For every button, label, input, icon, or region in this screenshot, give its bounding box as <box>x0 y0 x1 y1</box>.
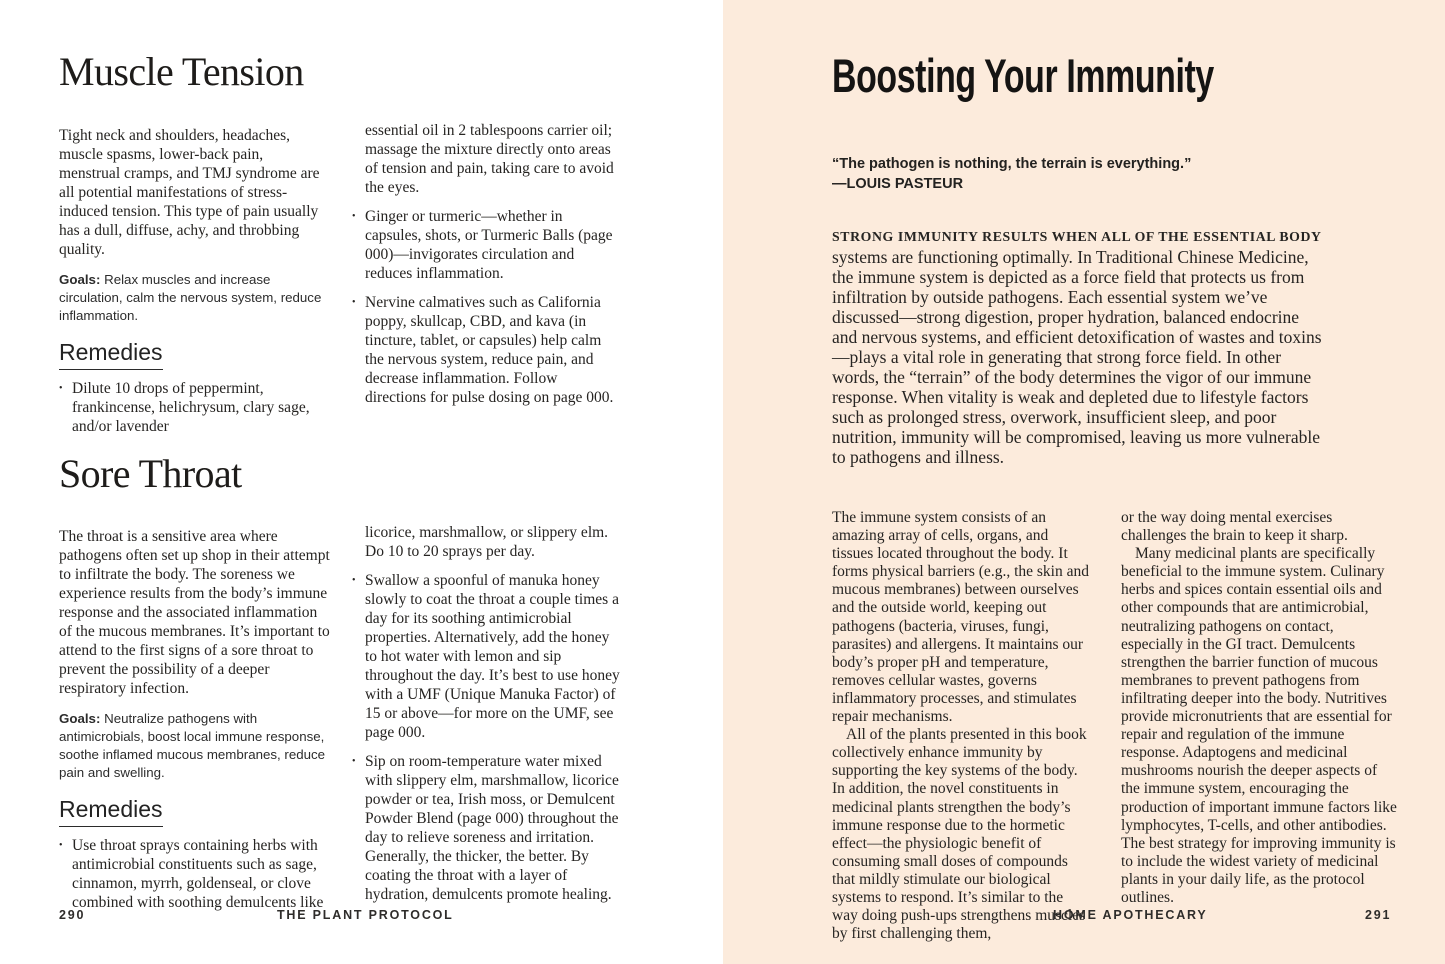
intro-body: systems are functioning optimally. In Traditional Chinese Medicine, the immune system is depicted as a force field that protects us from infiltration by outside pathogens. Each essential system we’ve discussed—strong digestion, proper hydration, balanced endocrine and nervous systems, and efficient detoxification of wastes and toxins—plays a vital role in generating that strong force field. In other words, the “terrain” of the body determines the vigor of our immune response. When vitality is weak and depleted due to lifestyle factors such as prolonged stress, overwork, insufficient sleep, and poor nutrition, immunity will be compromised, leaving us more vulnerable to pathogens and illness. <box>832 247 1322 467</box>
remedy-item: • Nervine calmatives such as California poppy, skullcap, CBD, and kava (in tincture, tablet, or capsules) help calm the nervous system, reduce pain, and decrease inflammation. Follow directions for pulse dosing on page 000. <box>352 293 618 407</box>
page-number: 291 <box>1365 908 1392 922</box>
remedies-heading: Remedies <box>59 339 163 370</box>
body-paragraph: The immune system consists of an amazing array of cells, organs, and tissues located throughout the body. It forms physical barriers (e.g., the skin and mucous membranes) between ourselves and the outside world, keeping out pathogens (bacteria, viruses, fungi, parasites) and allergens. It maintains our body’s proper pH and temperature, removes cellular wastes, governs inflammatory processes, and stimulates repair mechanisms. <box>832 509 1089 726</box>
page-number: 290 <box>59 908 86 922</box>
muscle-tension-intro: Tight neck and shoulders, headaches, muscle spasms, lower-back pain, menstrual cramps, and TMJ syndrome are all potential manifestations of stress-induced tension. This type of pain usually has a dull, diffuse, achy, and throbbing quality. <box>59 127 320 258</box>
remedy-item: • Use throat sprays containing herbs with antimicrobial constituents such as sage, cinnamon, myrrh, goldenseal, or clove combined with soothing demulcents like <box>59 836 331 912</box>
muscle-tension-goals <box>59 271 327 325</box>
running-title: HOME APOTHECARY <box>1053 908 1208 922</box>
quote-attribution: —LOUIS PASTEUR <box>832 175 964 192</box>
sore-throat-intro: The throat is a sensitive area where pathogens often set up shop in their attempt to infiltrate the body. The soreness we experience results from the body’s immune response and the associated inflammation of the mucous membranes. It’s important to attend to the first signs of a sore throat to prevent the possibility of a deeper respiratory infection. <box>59 528 330 697</box>
chapter-title: Boosting Your Immunity <box>832 49 1214 102</box>
section-title-muscle-tension: Muscle Tension <box>59 49 304 94</box>
body-paragraph: or the way doing mental exercises challenges the brain to keep it sharp. <box>1121 509 1348 545</box>
sore-throat-goals <box>59 710 331 782</box>
body-paragraph: Many medicinal plants are specifically beneficial to the immune system. Culinary herbs and spices contain essential oils and other compounds that are antimicrobial, neutralizing pathogens on contact, especially in the GI tract. Demulcents strengthen the barrier function of mucous membranes to prevent pathogens from infiltrating deeper into the body. Nutritives provide micronutrients that are essential for repair and regulation of the immune response. Adaptogens and medicinal mushrooms nourish the deeper aspects of the immune system, encouraging the production of important immune factors like lymphocytes, T-cells, and other antibodies. The best strategy for improving immunity is to include the widest variety of medicinal plants in your daily life, as the protocol outlines. <box>1121 545 1397 906</box>
body-column-1 <box>832 509 1092 943</box>
remedy-continuation: licorice, marshmallow, or slippery elm. Do 10 to 20 sprays per day. <box>365 524 609 560</box>
running-title: THE PLANT PROTOCOL <box>277 908 454 922</box>
intro-lead-caps: STRONG IMMUNITY RESULTS WHEN ALL OF THE ESSENTIAL BODY <box>832 229 1322 244</box>
goals-text: Neutralize pathogens with antimicrobials, boost local immune response, soothe inflamed mucous membranes, reduce pain and swelling. <box>59 711 326 780</box>
sore-throat-column-1 <box>59 527 331 922</box>
remedy-item: • Sip on room-temperature water mixed with slippery elm, marshmallow, licorice powder or tea, Irish moss, or Demulcent Powder Blend (page 000) throughout the day to relieve soreness and irritation. Generally, the thicker, the better. By coating the throat with a layer of hydration, demulcents promote healing. <box>352 752 620 904</box>
remedy-item: • Dilute 10 drops of peppermint, frankincense, helichrysum, clary sage, and/or lavender <box>59 379 327 436</box>
sore-throat-column-2 <box>352 523 620 914</box>
pull-quote <box>832 155 1191 194</box>
remedies-heading: Remedies <box>59 796 163 827</box>
remedy-item: • Swallow a spoonful of manuka honey slowly to coat the throat a couple times a day for its soothing antimicrobial properties. Alternatively, add the honey to hot water with lemon and sip throughout the day. It’s best to use honey with a UMF (Unique Manuka Factor) of 15 or above—for more on the UMF, see page 000. <box>352 571 620 742</box>
goals-label: Goals: <box>59 711 101 726</box>
goals-text: Relax muscles and increase circulation, calm the nervous system, reduce inflammation. <box>59 272 322 323</box>
goals-label: Goals: <box>59 272 101 287</box>
quote-text: “The pathogen is nothing, the terrain is everything.” <box>832 156 1192 172</box>
chapter-intro <box>832 225 1326 467</box>
remedy-continuation: essential oil in 2 tablespoons carrier oil; massage the mixture directly onto areas of tension and pain, taking care to avoid the eyes. <box>365 122 614 196</box>
muscle-tension-column-2 <box>352 121 618 417</box>
body-paragraph: All of the plants presented in this book collectively enhance immunity by supporting the key systems of the body. In addition, the novel constituents in medicinal plants strengthen the body’s immune response due to the hormetic effect—the physiologic benefit of consuming small doses of compounds that mildly stimulate our biological systems to respond. It’s similar to the way doing push-ups strengthens muscles by first challenging them, <box>832 726 1087 943</box>
right-page <box>723 0 1445 964</box>
remedy-item: • Ginger or turmeric—whether in capsules, shots, or Turmeric Balls (page 000)—invigorates circulation and reduces inflammation. <box>352 207 618 283</box>
body-column-2 <box>1121 509 1397 907</box>
section-title-sore-throat: Sore Throat <box>59 451 242 496</box>
muscle-tension-column-1 <box>59 126 327 446</box>
